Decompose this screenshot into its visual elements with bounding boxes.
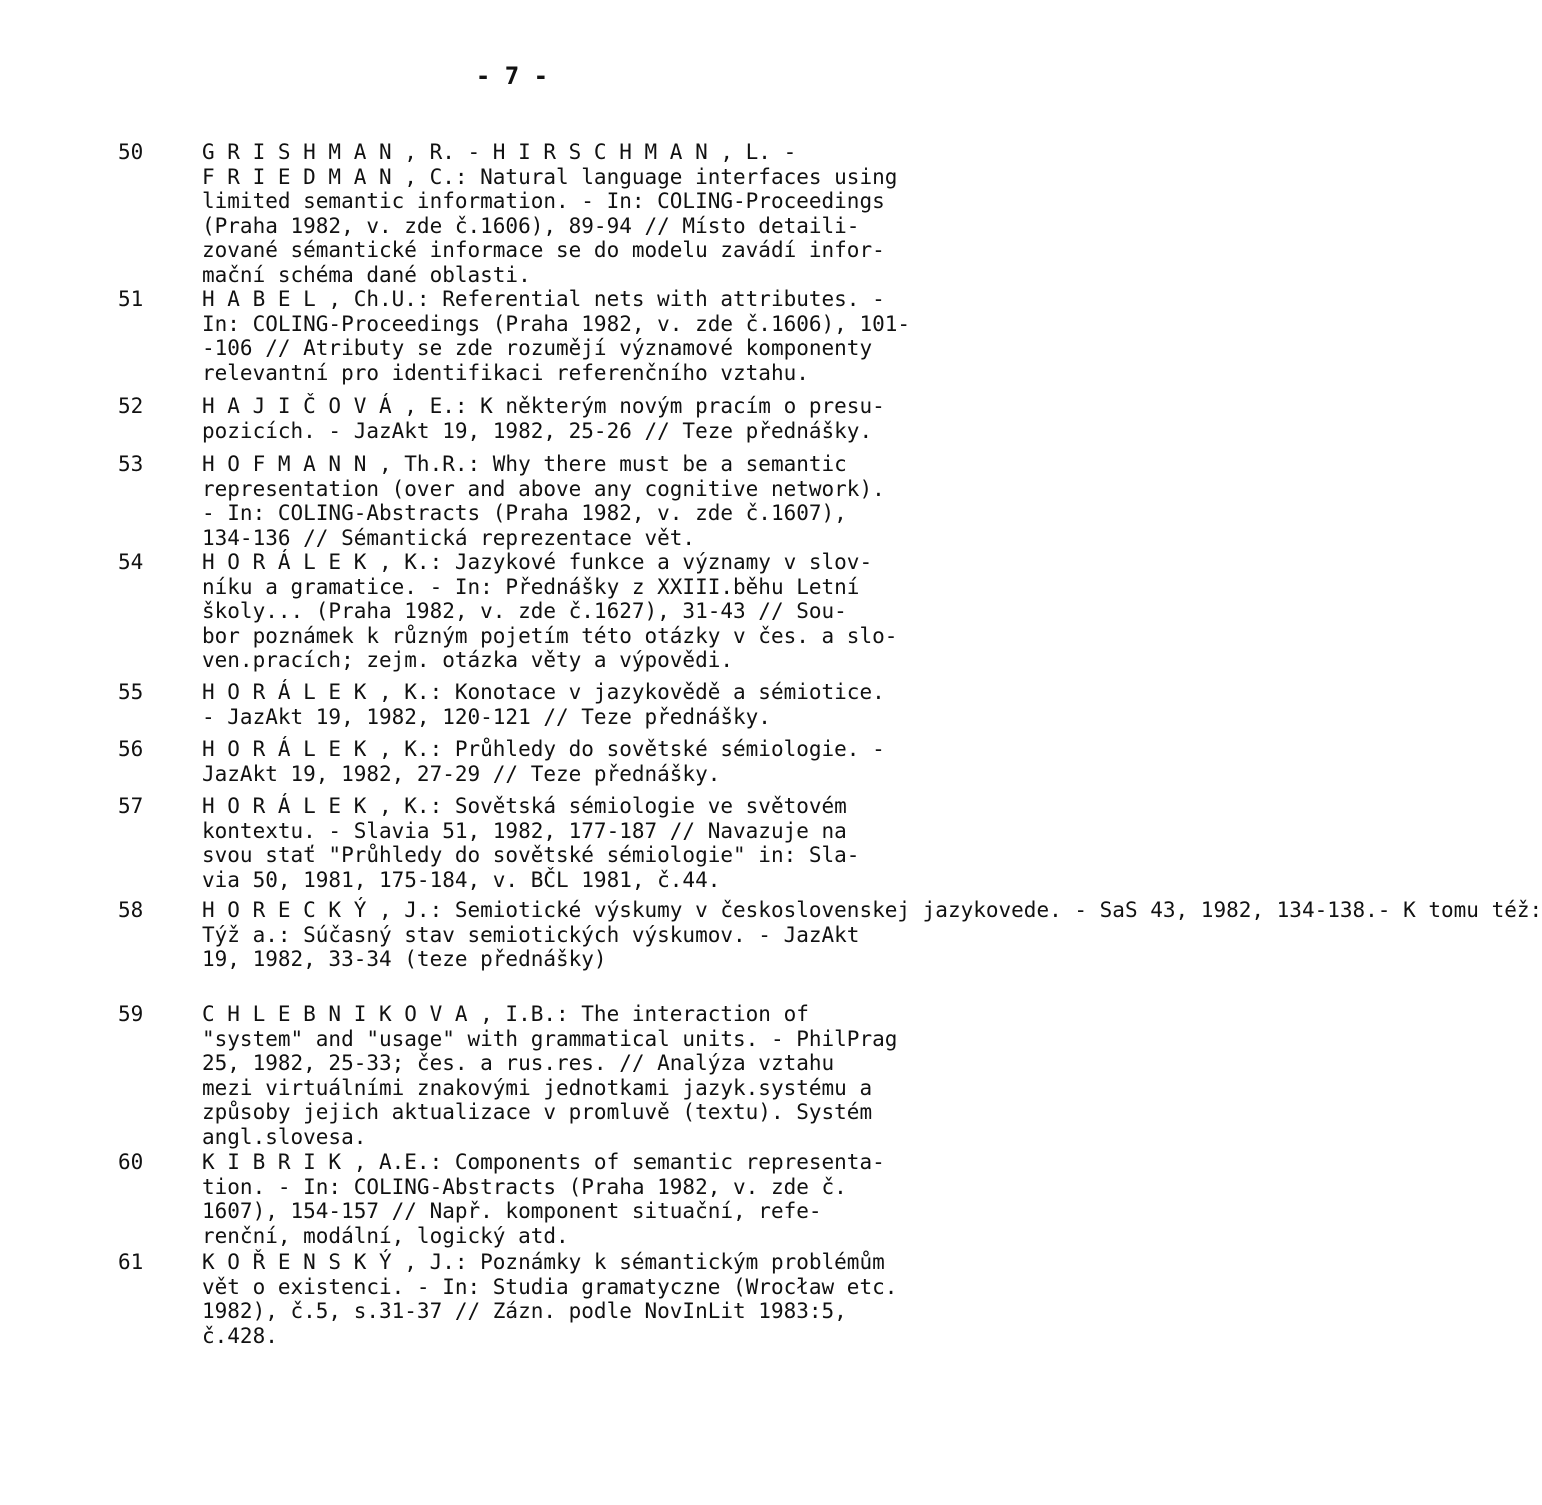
entry-text: H O R Á L E K , K.: Jazykové funkce a významy v slov- níku a gramatice. - In: Přednášky z XXIII.běhu Letní školy... (Praha 1982, v. zde č.1627), 31-43 // Sou- bor poznámek k různým pojetím této otázky v čes. a slo- ven.pracích; zejm. otázka věty a výpovědi. [202,550,898,672]
entry-text: C H L E B N I K O V A , I.B.: The interaction of "system" and "usage" with grammatical units. - PhilPrag 25, 1982, 25-33; čes. a rus.res. // Analýza vztahu mezi virtuálními znakovými jednotkami jazyk.systému a způsoby jejich aktualizace v promluvě (textu). Systém angl.slovesa. [202,1002,898,1149]
entry-text: H O F M A N N , Th.R.: Why there must be a semantic representation (over and above any cognitive network). - In: COLING-Abstracts (Praha 1982, v. zde č.1607), 134-136 // Sémantická reprezentace vět. [202,452,885,550]
entry-number: 54 [118,550,144,574]
entry-text: H O R Á L E K , K.: Sovětská sémiologie ve světovém kontextu. - Slavia 51, 1982, 177-187 // Navazuje na svou stať "Průhledy do sovětské sémiologie" in: Sla- via 50, 1981, 175-184, v. BČL 1981, č.44. [202,794,860,892]
entry-number: 55 [118,680,144,704]
entry-text: K I B R I K , A.E.: Components of semantic representa- tion. - In: COLING-Abstracts (Praha 1982, v. zde č. 1607), 154-157 // Např. komponent situační, refe- renční, modální, logický atd. [202,1150,885,1248]
entry-number: 52 [118,394,144,418]
entry-text: H O R E C K Ý , J.: Semiotické výskumy v československej jazykovede. - SaS 43, 1982, 134-138.- K tomu též: Týž a.: Súčasný stav semiotických výskumov. - JazAkt 19, 1982, 33-34 (teze přednášky) [202,898,1542,971]
entry-number: 50 [118,140,144,164]
entry-number: 60 [118,1150,144,1174]
entry-number: 56 [118,737,144,761]
entry-text: K O Ř E N S K Ý , J.: Poznámky k sémantickým problémům vět o existenci. - In: Studia gramatyczne (Wrocław etc. 1982), č.5, s.31-37 // Zázn. podle NovInLit 1983:5, č.428. [202,1250,898,1348]
entry-text: H O R Á L E K , K.: Průhledy do sovětské sémiologie. - JazAkt 19, 1982, 27-29 // Teze přednášky. [202,737,885,786]
entry-number: 59 [118,1002,144,1026]
entry-text: H A J I Č O V Á , E.: K některým novým pracím o presu- pozicích. - JazAkt 19, 1982, 25-26 // Teze přednášky. [202,394,885,443]
entry-text: G R I S H M A N , R. - H I R S C H M A N , L. - F R I E D M A N , C.: Natural language interfaces using limited semantic information. - In: COLING-Proceedings (Praha 1982, v. zde č.1606), 89-94 // Místo detaili- zované sémantické informace se do modelu zavádí infor- mační schéma dané oblasti. [202,140,898,287]
entry-number: 53 [118,452,144,476]
page-number: - 7 - [475,62,549,90]
entry-number: 57 [118,794,144,818]
entry-number: 51 [118,287,144,311]
entry-text: H O R Á L E K , K.: Konotace v jazykovědě a sémiotice. - JazAkt 19, 1982, 120-121 // Teze přednášky. [202,680,885,729]
entry-number: 61 [118,1250,144,1274]
entry-text: H A B E L , Ch.U.: Referential nets with attributes. - In: COLING-Proceedings (Praha 1982, v. zde č.1606), 101- -106 // Atributy se zde rozumějí významové komponenty relevantní pro identifikaci referenčního vztahu. [202,287,911,385]
entry-number: 58 [118,898,144,922]
